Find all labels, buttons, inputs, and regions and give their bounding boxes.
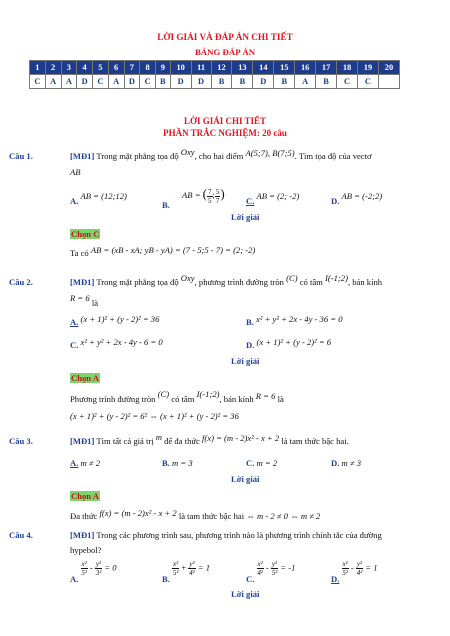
answer-table-number-15: 15 (274, 61, 295, 75)
q2-loigiai: Lời giải (231, 356, 260, 366)
q2-stem-line2: R = 6 là (70, 293, 99, 308)
q1-stem (70, 147, 372, 161)
q1-oxy: Oxy (180, 147, 195, 157)
q2-option-a[interactable]: A. (x + 1)² + (y - 2)² = 36 (70, 314, 160, 327)
answer-table-answer-7: D (124, 75, 140, 89)
q3-chon: Chọn A (71, 491, 99, 501)
answer-table-number-4: 4 (77, 61, 93, 75)
q1-option-c[interactable] (246, 191, 300, 206)
q1-option-c-label: C. (246, 196, 255, 206)
q2-solution-line1: Phương trình đường tròn (C) có tâm I(-1;2), bán kính R = 6 là (70, 389, 284, 404)
q1-option-c-text: AB = (2; -2) (256, 191, 300, 201)
q3-option-a[interactable]: A. m ≠ 2 (70, 458, 101, 468)
q2-label: Câu 2. (9, 277, 33, 287)
q3-solution: Đa thức f(x) = (m - 2)x² - x + 2 là tam thức bậc hai ⇔ m - 2 ≠ 0 ⇔ m ≠ 2 (70, 508, 321, 521)
answer-table-header-row (30, 61, 400, 75)
answer-table-answer-row (30, 75, 400, 89)
answer-table-number-3: 3 (61, 61, 77, 75)
q1-level: [MĐ1] (70, 151, 95, 161)
q2-chon: Chọn A (71, 373, 99, 383)
q3-loigiai: Lời giải (231, 474, 260, 484)
q4-loigiai: Lời giải (231, 589, 260, 599)
q1-solution-prefix: Ta có (70, 248, 89, 258)
q1-option-a[interactable] (70, 191, 127, 206)
q1-option-b-den2: 7 (215, 196, 220, 205)
q1-points: A(5;7), B(7;5) (245, 148, 295, 158)
answer-table-number-8: 8 (140, 61, 156, 75)
answer-table-answer-12: B (211, 75, 232, 89)
q3-option-d[interactable]: D. m ≠ 3 (331, 458, 362, 468)
answer-table-number-13: 13 (232, 61, 253, 75)
section-title: PHẦN TRẮC NGHIỆM: 20 câu (163, 128, 287, 138)
answer-table-answer-11: D (191, 75, 211, 89)
answer-table-answer-19: C (357, 75, 378, 89)
answer-table-number-6: 6 (108, 61, 124, 75)
answer-table-answer-5: C (93, 75, 109, 89)
q4-option-b[interactable]: B. $\frac{\text{x²}}{\text{5²}}$ + $\frac{\text{y²}}{\text{4²}}$ = 1 (162, 560, 211, 585)
q1-option-b-den1: 5 (208, 196, 212, 205)
q1-option-b-num1: 7 (208, 187, 212, 196)
q3-label: Câu 3. (9, 436, 33, 446)
answer-table-number-17: 17 (316, 61, 337, 75)
q1-label: Câu 1. (9, 151, 33, 161)
q4-stem: [MĐ1] Trong các phương trình sau, phương trình nào là phương trình chính tắc của đường (70, 530, 382, 540)
answer-table-answer-8: C (140, 75, 156, 89)
q1-option-d[interactable] (331, 191, 383, 206)
q1-text-b: , cho hai điểm (194, 151, 244, 161)
answer-table-answer-16: A (295, 75, 316, 89)
answer-table-answer-18: C (337, 75, 358, 89)
q4-label: Câu 4. (9, 530, 33, 540)
q1-option-b[interactable]: B. AB = ( $\frac{7}{5}$ ; $\frac{5}{7}$ ) (162, 186, 225, 210)
q1-option-a-text: AB = (12;12) (80, 191, 127, 201)
answer-table-number-2: 2 (45, 61, 61, 75)
q2-option-c[interactable]: C. x² + y² + 2x - 4y - 6 = 0 (70, 337, 163, 350)
answer-table-answer-13: B (232, 75, 253, 89)
answer-table-answer-1: C (30, 75, 46, 89)
q3-option-c[interactable]: C. m = 2 (246, 458, 278, 468)
q1-vector: AB (70, 167, 81, 177)
answer-table-number-5: 5 (93, 61, 109, 75)
q4-option-c[interactable]: C. $\frac{\text{x²}}{\text{4²}}$ - $\frac{\text{y²}}{\text{5²}}$ = -1 (246, 560, 296, 585)
answer-table-answer-14: D (253, 75, 274, 89)
q1-solution-eq: AB = (xB - xA; yB - yA) = (7 - 5;5 - 7) = (2; -2) (90, 245, 256, 255)
q1-option-d-label: D. (331, 196, 340, 206)
answer-table-answer-6: A (108, 75, 124, 89)
q3-stem: [MĐ1] Tìm tất cả giá trị m để đa thức f(x) = (m - 2)x² - x + 2 là tam thức bậc hai. (70, 432, 349, 446)
answer-table-number-14: 14 (253, 61, 274, 75)
answer-table-answer-15: B (274, 75, 295, 89)
detail-title: LỜI GIẢI CHI TIẾT (183, 116, 267, 126)
answer-table-answer-20 (378, 75, 399, 89)
q2-option-d[interactable]: D. (x + 1)² + (y - 2)² = 6 (246, 337, 332, 350)
answer-table-answer-17: B (316, 75, 337, 89)
answer-table-number-18: 18 (337, 61, 358, 75)
q1-option-d-text: AB = (-2;2) (341, 191, 383, 201)
answer-table-number-16: 16 (295, 61, 316, 75)
q1-option-b-num2: 5 (215, 187, 220, 196)
answer-table-answer-4: D (77, 75, 93, 89)
answer-table (29, 60, 400, 89)
answer-table-number-20: 20 (378, 61, 399, 75)
q1-option-a-label: A. (70, 196, 79, 206)
q1-solution (70, 245, 256, 258)
q3-option-b[interactable]: B. m = 3 (162, 458, 193, 468)
q1-option-b-lhs: AB = (182, 190, 201, 200)
answer-table-number-7: 7 (124, 61, 140, 75)
q1-chon: Chọn C (71, 229, 100, 239)
q1-text-c: . Tìm tọa độ của vectơ (294, 151, 372, 161)
answer-table-number-10: 10 (170, 61, 191, 75)
page-title: LỜI GIẢI VÀ ĐÁP ÁN CHI TIẾT (157, 32, 293, 42)
answer-table-answer-10: D (170, 75, 191, 89)
answer-table-number-12: 12 (211, 61, 232, 75)
q4-option-a[interactable]: A. $\frac{\text{x²}}{\text{5²}}$ - $\frac{\text{y²}}{\text{3²}}$ = 0 (70, 560, 117, 585)
q2-option-b[interactable]: B. x² + y² + 2x - 4y - 36 = 0 (246, 314, 343, 327)
q1-option-b-label: B. (162, 200, 170, 210)
q1-text-a: Trong mặt phẳng tọa độ (96, 151, 179, 161)
q2-stem: [MĐ1] Trong mặt phẳng tọa độ Oxy, phương trình đường tròn (C) có tâm I(-1;2), bán kính (70, 273, 383, 287)
answer-table-number-11: 11 (191, 61, 211, 75)
q1-loigiai: Lời giải (231, 212, 260, 222)
answer-table-answer-2: A (45, 75, 61, 89)
answer-table-answer-3: A (61, 75, 77, 89)
answer-table-number-1: 1 (30, 61, 46, 75)
answer-table-number-19: 19 (357, 61, 378, 75)
answer-table-answer-9: B (156, 75, 171, 89)
q2-solution-eq: (x + 1)² + (y - 2)² = 6² ⇔ (x + 1)² + (y - 2)² = 36 (70, 411, 239, 421)
answer-table-number-9: 9 (156, 61, 171, 75)
q4-stem-line2: hypebol? (70, 545, 102, 555)
q4-option-d[interactable]: D. $\frac{\text{x²}}{\text{5²}}$ - $\frac{\text{y²}}{\text{4²}}$ = 1 (331, 560, 378, 585)
answer-table-title: BẢNG ĐÁP ÁN (194, 47, 256, 57)
